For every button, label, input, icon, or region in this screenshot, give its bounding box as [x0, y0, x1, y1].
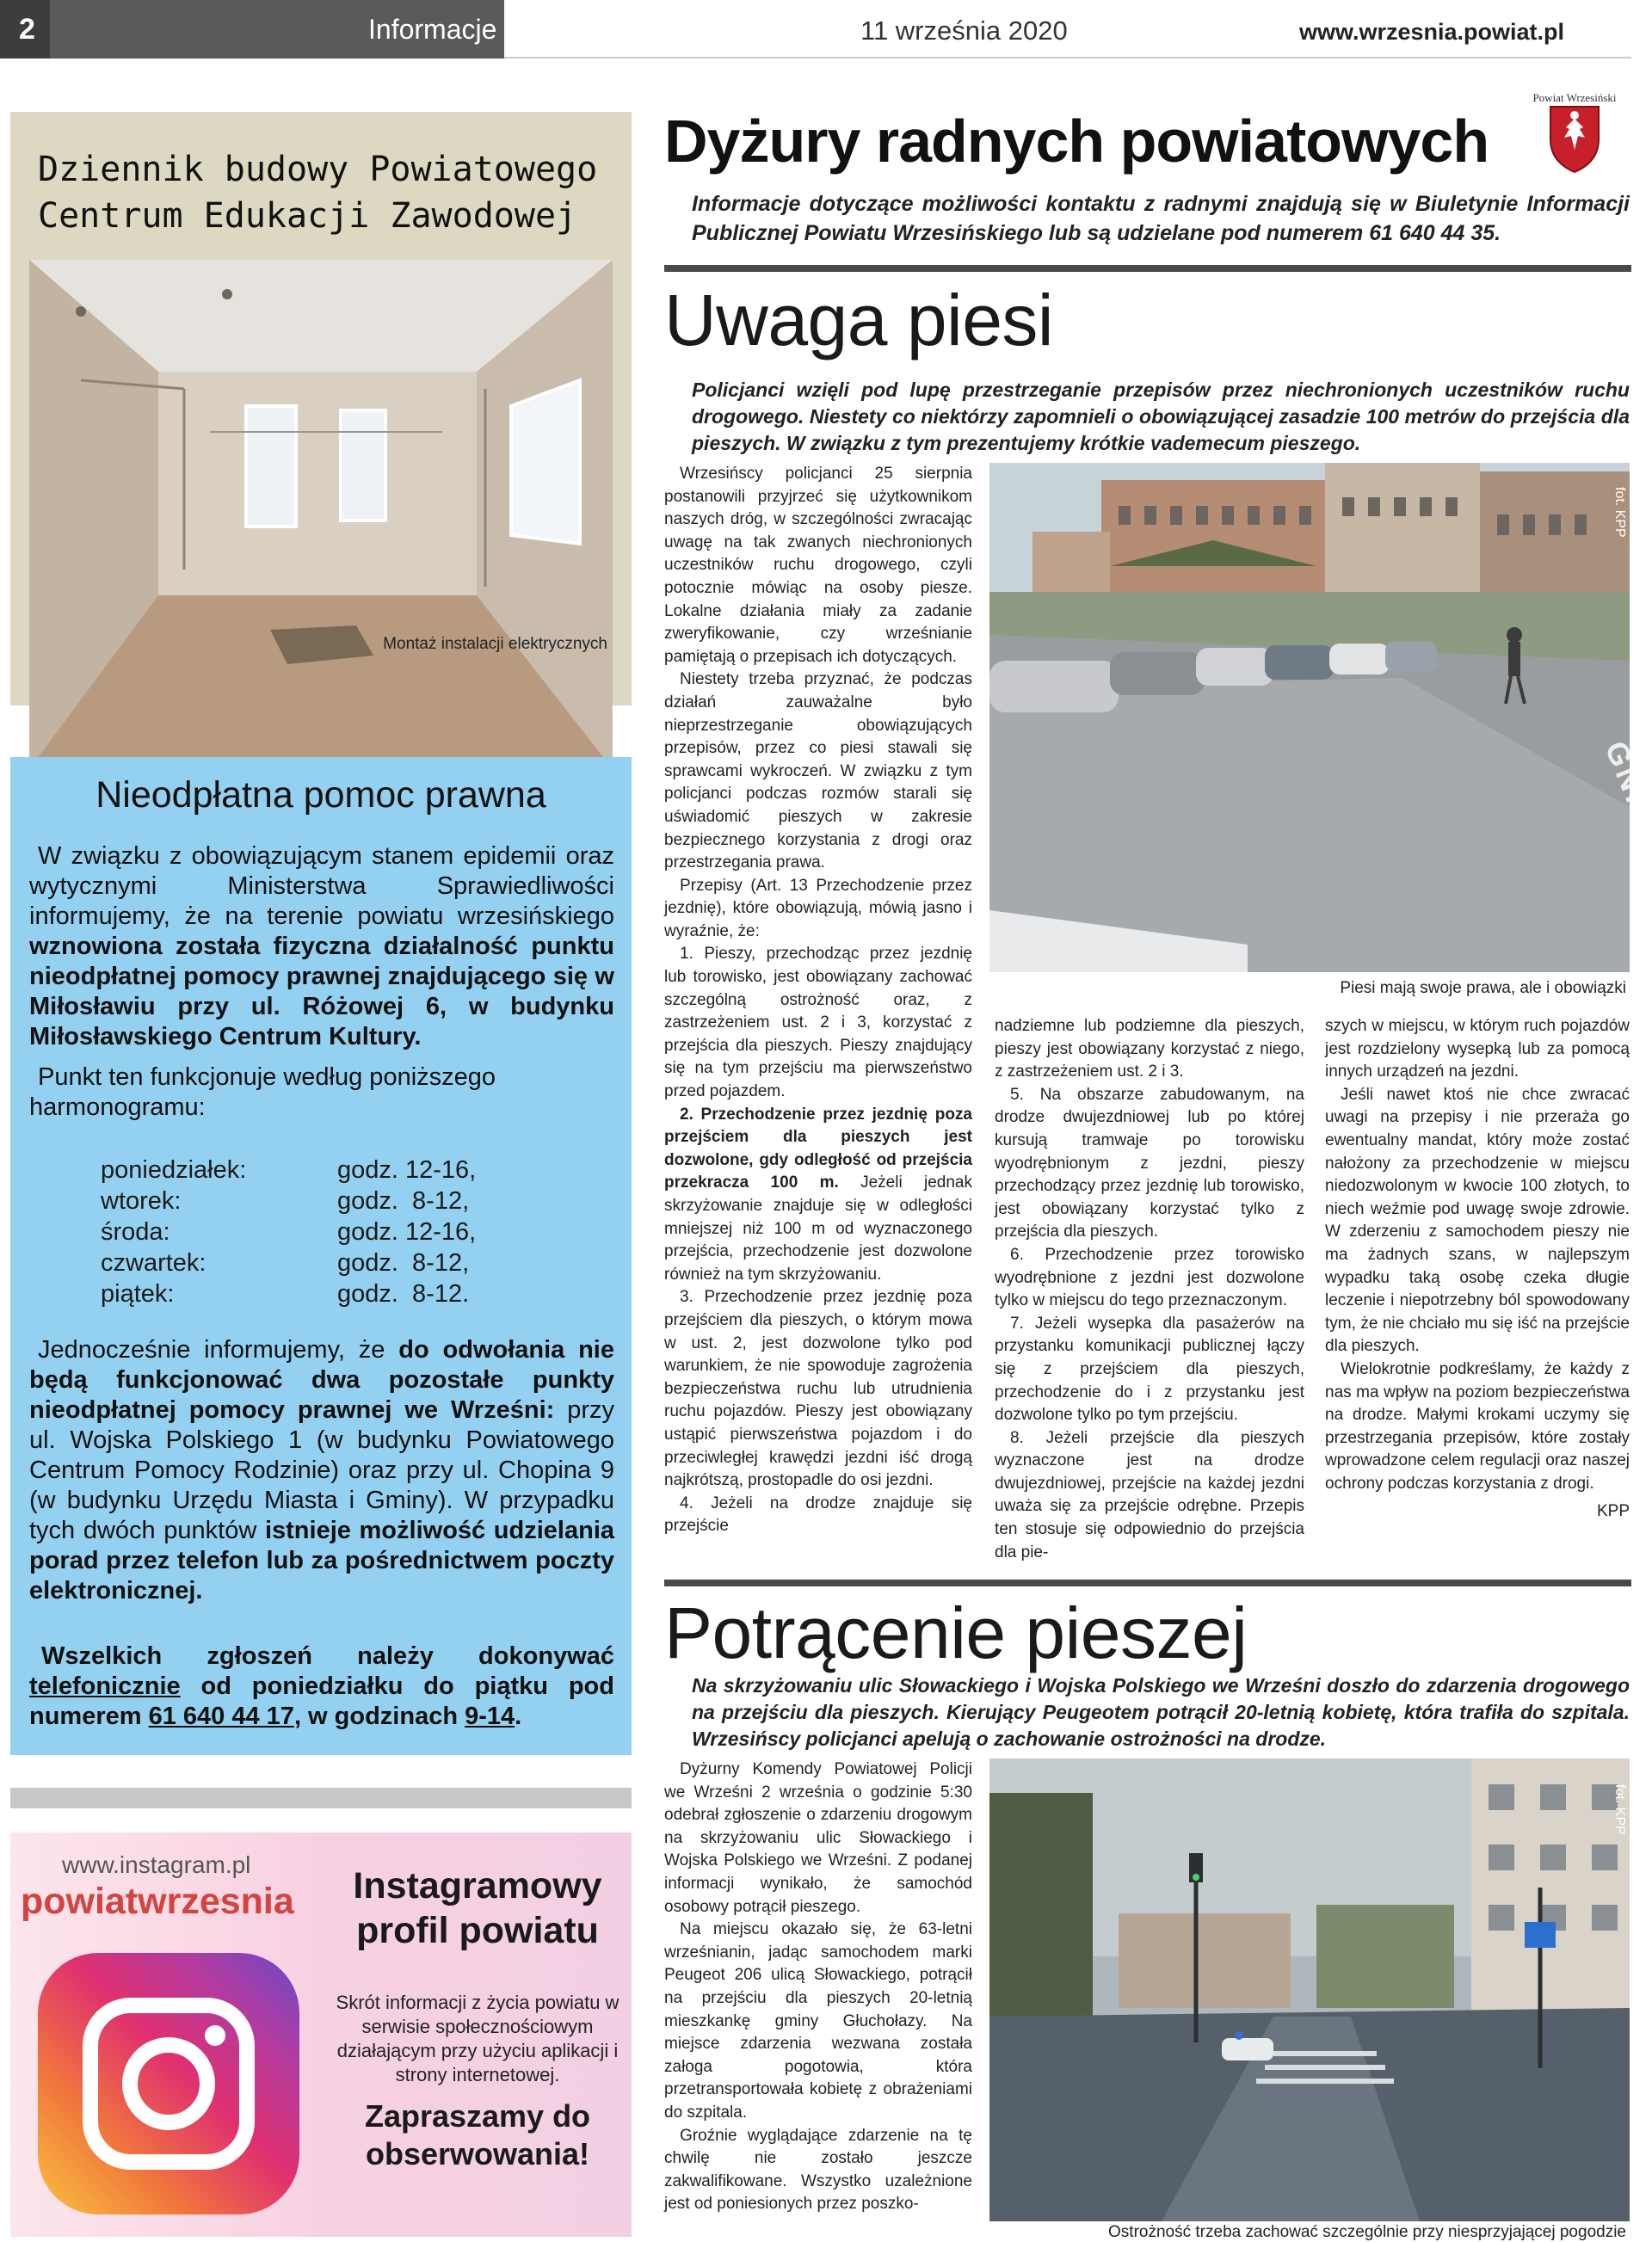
schedule-day: czwartek: — [101, 1249, 206, 1277]
crossing-photo-caption: Ostrożność trzeba zachować szczególnie przy niesprzyjającej pogodzie — [1108, 2223, 1626, 2241]
article-separator — [664, 265, 1631, 272]
instagram-description: Skrót informacji z życia powiatu w serwisie społecznościowym działającym przy użyciu aplikacji i strony internetowej. — [336, 1992, 620, 2085]
schedule-hours: godz. 12-16, — [337, 1218, 477, 1246]
accident-lead: Na skrzyżowaniu ulic Słowackiego i Wojska Polskiego we Wrześni doszło do zdarzenia drogowego na przejściu dla pieszych. Kierujący Peugeotem potrącił 20-letnią kobietę, która trafiła do szpitala. Wrzesińscy policjanci apelują o zachowanie ostrożności na drodze. — [692, 1674, 1630, 1750]
crest-text: Powiat Wrzesiński — [1532, 91, 1617, 104]
contact-text-c: , w godzinach — [293, 1703, 465, 1730]
duty-title: Dyżury radnych powiatowych — [664, 108, 1489, 175]
instagram-title: Instagramowy profil powiatu — [353, 1865, 602, 1951]
diary-photo-caption: Montaż instalacji elektrycznych — [383, 635, 607, 653]
room-photo — [29, 260, 613, 769]
pedestrians-paragraph: 4. Jeżeli na drodze znajduje się przejście — [664, 1494, 972, 1536]
street-photo-caption: Piesi mają swoje prawa, ale i obowiązki — [1340, 979, 1626, 997]
pedestrians-paragraph: Wielokrotnie podkreślamy, że każdy z nas ma wpływ na poziom bezpieczeństwa na drodze. Małymi krokami uczymy się przestrzegania przepisów, które zostały wprowadzone celem regulacji oraz naszej ochrony podczas korzystania z drogi. — [1325, 1359, 1630, 1493]
duty-lead: Informacje dotyczące możliwości kontaktu z radnymi znajdują się w Biuletynie Informacji Publicznej Powiatu Wrzesińskiego lub są udzielane pod numerem 61 640 44 35. — [692, 192, 1630, 245]
closed-points-bold-b: istnieje możliwość udzielania porad przez telefon lub za pośrednictwem poczty elektronicznej. — [29, 1517, 615, 1605]
schedule-day: poniedziałek: — [101, 1156, 247, 1184]
pedestrians-column-2 — [995, 1015, 1304, 1564]
contact-text-a: Wszelkich zgłoszeń należy dokonywać — [41, 1642, 614, 1670]
pedestrians-paragraph: Jeśli nawet ktoś nie chce zwracać uwagi na przepisy i nie przeraża go ewentualny mandat, który może zostać nałożony za przechodzenie w miejscu niedozwolonym w kwocie 100 złotych, to niech weźmie pod uwagę swoje zdrowie. W zderzeniu z samochodem pieszy nie ma żadnych szans, w najlepszym wypadku taką osobę czeka długie leczenie i niepotrzebny ból spowodowany tym, że nie chciało mu się iść na przejście dla pieszych. — [1325, 1085, 1630, 1356]
page-number: 2 — [0, 0, 50, 59]
schedule-row — [101, 1278, 469, 1309]
schedule-day: wtorek: — [101, 1187, 182, 1215]
legal-aid-schedule-intro: Punkt ten funkcjonuje według poniższego harmonogramu: — [29, 1063, 496, 1121]
schedule-hours: godz. 8-12. — [337, 1280, 470, 1308]
accident-paragraph: Dyżurny Komendy Powiatowej Policji we Wrześni 2 września o godzinie 5:30 odebrał zgłoszenie o zdarzeniu drogowym na skrzyżowaniu ulic Słowackiego i Wojska Polskiego we Wrześni. Z podanej informacji wynikało, że samochód osobowy potrącił pieszego. — [664, 1760, 972, 1916]
closed-points-text-a: Jednocześnie informujemy, że — [38, 1336, 399, 1364]
instagram-handle[interactable]: powiatwrzesnia — [21, 1881, 294, 1922]
article-separator — [664, 1580, 1631, 1586]
legal-aid-contact — [29, 1641, 614, 1732]
schedule-hours: godz. 12-16, — [337, 1156, 477, 1184]
schedule-hours: godz. 8-12, — [337, 1249, 470, 1277]
schedule-hours: godz. 8-12, — [337, 1187, 470, 1215]
header-rule — [504, 57, 1631, 59]
schedule-row — [101, 1216, 476, 1247]
contact-text-d: . — [515, 1703, 522, 1730]
pedestrians-column-3 — [1325, 1015, 1630, 1524]
street-photo — [989, 463, 1630, 972]
contact-phone[interactable]: 61 640 44 17 — [148, 1703, 294, 1730]
diary-title — [38, 146, 623, 239]
section-name: Informacje — [50, 0, 504, 59]
photo-credit: fot. KPP — [1612, 487, 1627, 538]
schedule-row — [101, 1186, 469, 1216]
pedestrians-paragraph: Przepisy (Art. 13 Przechodzenie przez jezdnię), które obowiązują, mówią jasno i wyraźnie, że: — [664, 876, 972, 940]
pedestrians-paragraph: 8. Jeżeli przejście dla pieszych wyznaczone jest na drodze dwujezdniowej, przejście na każdej jezdni uważa się za przejście odrębne. Przepis ten stosuje się odpowiednio do przejścia dla pie- — [995, 1428, 1304, 1561]
crossing-photo — [989, 1758, 1630, 2221]
legal-aid-intro — [29, 841, 614, 1052]
schedule-row — [101, 1247, 469, 1278]
pedestrians-paragraph: 1. Pieszy, przechodząc przez jezdnię lub torowisko, jest obowiązany zachować szczególną ostrożność oraz, z zastrzeżeniem ust. 2 i 3, korzystać z przejścia dla pieszych. Pieszy znajdujący się na tym przejściu ma pierwszeństwo przed pojazdem. — [664, 945, 972, 1101]
pedestrians-paragraph: Wrzesińscy policjanci 25 sierpnia postanowili przyjrzeć się użytkownikom naszych dróg, w szczególności zwracając uwagę na tak zwanych niechronionych uczestników ruchu drogowego, czyli potocznie mówiąc na osoby piesze. Lokalne działania miały za zadanie zweryfikowanie, czy wrześnianie pamiętają o przepisach ich dotyczących. — [664, 465, 972, 666]
contact-text-b: od poniedziałku do piątku pod numerem — [29, 1672, 614, 1730]
issue-date: 11 września 2020 — [860, 15, 1068, 46]
pedestrians-paragraph: 3. Przechodzenie przez jezdnię poza przejściem dla pieszych, o którym mowa w ust. 2, jest dozwolone tylko pod warunkiem, że nie spowoduje zagrożenia bezpieczeństwa ruchu lub utrudnienia ruchu pojazdów. Pieszy jest obowiązany ustąpić pierwszeństwa pojazdom i do przeciwległej krawędzi jezdni iść drogą najkrótszą, prostopadle do osi jezdni. — [664, 1288, 972, 1490]
accident-paragraph: Na miejscu okazało się, że 63-letni wrześnianin, jadąc samochodem marki Peugeot 206 ulicą Słowackiego, potrącił na przejściu dla pieszych 20-letnią mieszkankę gminy Głuchołazy. Na miejsce zdarzenia wezwana została załoga pogotowia, która przetransportowała kobietę z obrażeniami do szpitala. — [664, 1920, 972, 2122]
legal-aid-closed-points — [29, 1335, 614, 1606]
legal-aid-intro-text: W związku z obowiązującym stanem epidemii oraz wytycznymi Ministerstwa Sprawiedliwości informujemy, że na terenie powiatu wrzesińskiego — [29, 842, 614, 930]
schedule-row — [101, 1155, 476, 1186]
rule-2-rest: Jeżeli jednak skrzyżowanie znajduje się w odległości mniejszej niż 100 m od wyznaczonego przejścia, przechodzenie jest dozwolone również na tym skrzyżowaniu. — [664, 1173, 972, 1284]
contact-method: telefonicznie — [29, 1672, 181, 1700]
closed-points-text-b: przy ul. Wojska Polskiego 1 (w budynku Powiatowego Centrum Pomocy Rodzinie) oraz przy ul. Chopina 9 (w budynku Urzędu Miasta i Gminy). W przypadku tych dwóch punktów — [29, 1396, 614, 1544]
photo-credit: fot. KPP — [1612, 1784, 1627, 1835]
diary-title-line2: Centrum Edukacji Zawodowej — [38, 196, 577, 236]
construction-diary-box — [10, 112, 632, 705]
pedestrians-paragraph: 6. Przechodzenie przez torowisko wyodrębnione z jezdni jest dozwolone tylko w miejscu do tego przeznaczonym. — [995, 1245, 1304, 1310]
diary-title-line1: Dziennik budowy Powiatowego — [38, 150, 598, 189]
accident-column-1 — [664, 1758, 972, 2216]
schedule-day: piątek: — [101, 1280, 175, 1308]
instagram-call-to-action: Zapraszamy do obserwowania! — [364, 2098, 591, 2171]
schedule-day: środa: — [101, 1218, 170, 1246]
accident-paragraph: Groźnie wyglądające zdarzenie na tę chwilę nie zostało jeszcze zakwalifikowane. Wszystko uzależnione jest od poniesionych przez poszko- — [664, 2126, 972, 2214]
legal-aid-box — [10, 757, 632, 1755]
article-signature: KPP — [1596, 1502, 1630, 1521]
contact-hours: 9-14 — [465, 1703, 515, 1730]
county-crest-icon — [1532, 89, 1618, 176]
divider-bar — [10, 1788, 632, 1808]
instagram-url[interactable]: www.instagram.pl — [62, 1851, 251, 1878]
pedestrians-title: Uwaga piesi — [664, 280, 1054, 360]
pedestrians-paragraph: Niestety trzeba przyznać, że podczas działań zauważalne było nieprzestrzeganie obowiązujących przepisów, przez co piesi stawali się sprawcami wykroczeń. W związku z tym policjanci podczas rozmów starali się uświadomić pieszych w zakresie bezpiecznego korzystania z drogi oraz przestrzegania prawa. — [664, 670, 972, 872]
pedestrians-paragraph: nadziemne lub podziemne dla pieszych, pieszy jest obowiązany korzystać z niego, z zastrzeżeniem ust. 2 i 3. — [995, 1017, 1304, 1081]
legal-aid-intro-bold: wznowiona została fizyczna działalność punktu nieodpłatnej pomocy prawnej znajdującego się w Miłosławiu przy ul. Różowej 6, w budynku Miłosławskiego Centrum Kultury. — [29, 933, 614, 1050]
pedestrians-column-1 — [664, 463, 972, 1538]
accident-title: Potrącenie pieszej — [664, 1592, 1248, 1673]
site-url[interactable]: www.wrzesnia.powiat.pl — [1299, 19, 1565, 45]
pedestrians-paragraph — [664, 1104, 972, 1287]
pedestrians-paragraph: 7. Jeżeli wysepka dla pasażerów na przystanku komunikacji publicznej łączy się z przejściem dla pieszych, przechodzenie do i z przystanku jest dozwolone tylko po tym przejściu. — [995, 1314, 1304, 1425]
pedestrians-paragraph: 5. Na obszarze zabudowanym, na drodze dwujezdniowej lub po której kursują tramwaje po torowisku wyodrębnionym z jezdni, pieszy przechodzący przez jezdnię lub torowisko, jest obowiązany korzystać tylko z przejścia dla pieszych. — [995, 1085, 1304, 1241]
instagram-logo-icon — [38, 1953, 299, 2214]
legal-aid-title: Nieodpłatna pomoc prawna — [96, 774, 546, 816]
closed-points-bold-a: do odwołania nie będą funkcjonować dwa pozostałe punkty nieodpłatnej pomocy prawnej we Wrześni: — [29, 1336, 614, 1424]
pedestrians-paragraph: szych w miejscu, w którym ruch pojazdów jest rozdzielony wysepką lub za pomocą innych urządzeń na jezdni. — [1325, 1017, 1630, 1081]
rule-2-bold: 2. Przechodzenie przez jezdnię poza przejściem dla pieszych jest dozwolone, gdy odległość od przejścia przekracza 100 m. — [664, 1105, 972, 1192]
instagram-promo-box — [10, 1832, 632, 2237]
pedestrians-lead: Policjanci wzięli pod lupę przestrzeganie przepisów przez niechronionych uczestników ruchu drogowego. Niestety co niektórzy zapomnieli o obowiązującej zasadzie 100 metrów do przejścia dla pieszych. W związku z tym prezentujemy krótkie vademecum pieszego. — [692, 379, 1630, 454]
